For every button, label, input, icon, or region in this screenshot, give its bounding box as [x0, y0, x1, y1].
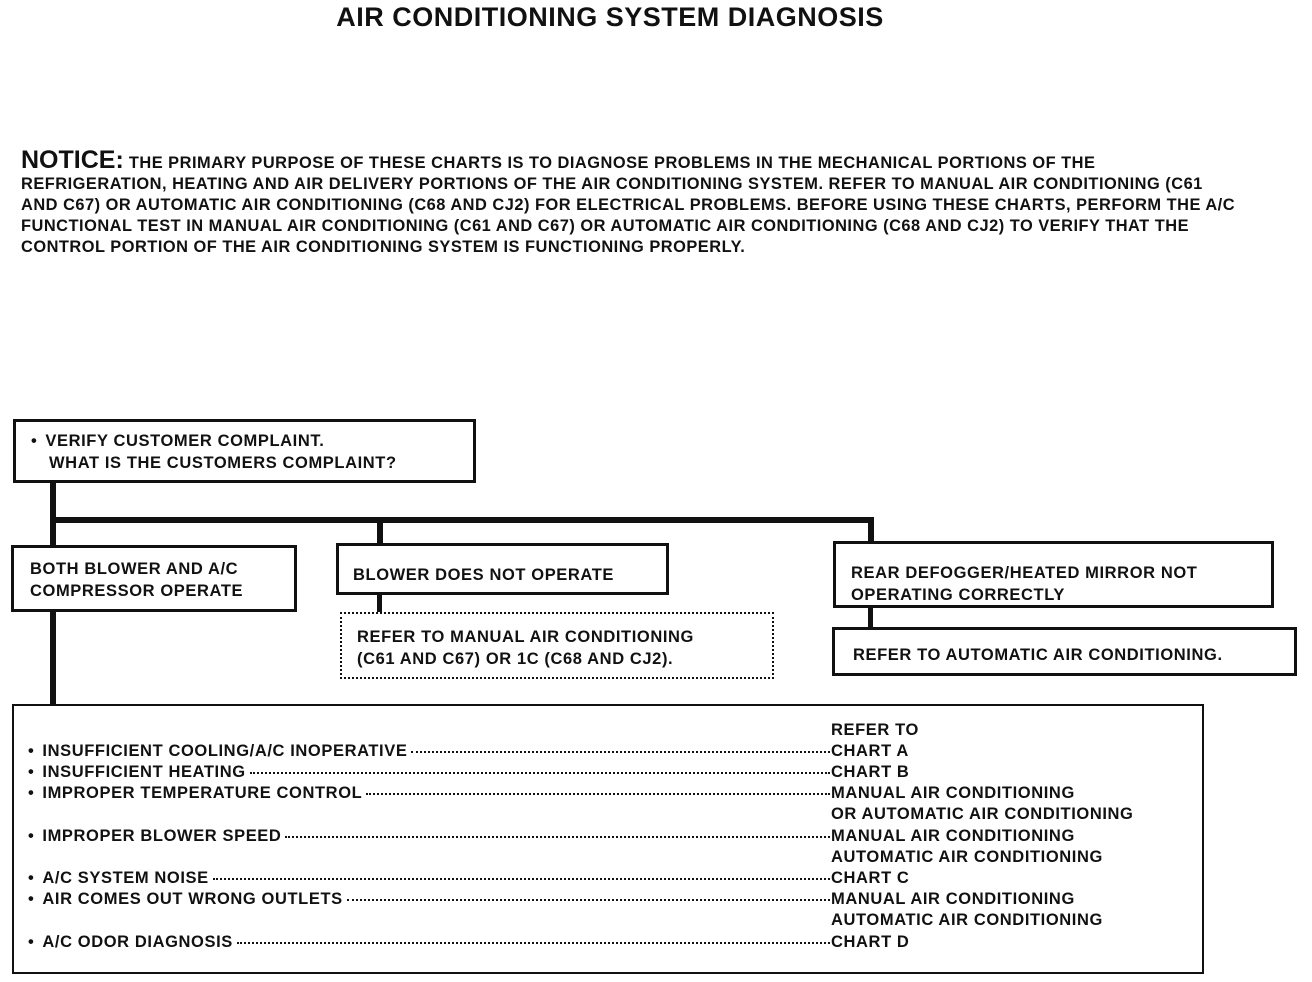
branch-both-operate-line1: BOTH BLOWER AND A/C [30, 560, 239, 578]
connector-drop-defogger [868, 517, 874, 543]
complaint-ref: MANUAL AIR CONDITIONING [831, 890, 1075, 908]
complaint-ref-continued: AUTOMATIC AIR CONDITIONING [831, 848, 1103, 866]
leader-dots [250, 772, 830, 774]
notice-text: THE PRIMARY PURPOSE OF THESE CHARTS IS TO DIAGNOSE PROBLEMS IN THE MECHANICAL PORTIONS OF THE REFRIGERATION, HEATING AND AIR DELIVERY PORTIONS OF THE AIR CONDITIONING SYSTEM. REFER TO MANUAL AIR CONDITIONING (C61 AND C67) OR AUTOMATIC AIR CONDITIONING (C68 AND CJ2) FOR ELECTRICAL PROBLEMS. BEFORE USING THESE CHARTS, PERFORM THE A/C FUNCTIONAL TEST IN MANUAL AIR CONDITIONING (C61 AND C67) OR AUTOMATIC AIR CONDITIONING (C68 AND CJ2) TO VERIFY THAT THE CONTROL PORTION OF THE AIR CONDITIONING SYSTEM IS FUNCTIONING PROPERLY. [21, 154, 1236, 256]
page-title: AIR CONDITIONING SYSTEM DIAGNOSIS [336, 2, 884, 32]
notice-paragraph [21, 146, 1241, 258]
leader-dots [213, 878, 830, 880]
list-item [28, 762, 832, 783]
complaint-ref: CHART B [831, 763, 910, 781]
complaint-ref: CHART C [831, 869, 910, 887]
start-complaint-line2: WHAT IS THE CUSTOMERS COMPLAINT? [49, 454, 397, 472]
complaint-ref: MANUAL AIR CONDITIONING [831, 784, 1075, 802]
complaint-ref-continued: AUTOMATIC AIR CONDITIONING [831, 911, 1103, 929]
leader-dots [347, 899, 830, 901]
leader-dots [411, 751, 830, 753]
refer-to-header: REFER TO [831, 721, 919, 739]
branch-both-operate-line2: COMPRESSOR OPERATE [30, 582, 244, 600]
complaint-label: • INSUFFICIENT HEATING [28, 762, 246, 783]
list-item [28, 868, 832, 889]
complaint-label: • IMPROPER BLOWER SPEED [28, 826, 281, 847]
branch-defogger-ref-line1: REFER TO AUTOMATIC AIR CONDITIONING. [853, 646, 1223, 664]
connector-blower-ref [377, 593, 382, 613]
branch-blower-ref-line2: (C61 AND C67) OR 1C (C68 AND CJ2). [357, 650, 674, 668]
branch-blower-ref-box [340, 612, 774, 679]
complaint-ref: CHART A [831, 742, 909, 760]
branch-blower-box [336, 543, 669, 595]
connector-defogger-ref [868, 606, 873, 628]
list-item [28, 932, 832, 953]
connector-horizontal-bus [50, 517, 874, 523]
list-item [28, 889, 832, 910]
connector-drop-blower [377, 517, 383, 545]
start-complaint-line1: • VERIFY CUSTOMER COMPLAINT. [31, 430, 324, 452]
complaint-ref-continued: OR AUTOMATIC AIR CONDITIONING [831, 805, 1134, 823]
list-item [28, 826, 832, 847]
complaint-ref: CHART D [831, 933, 910, 951]
complaint-list-box [12, 704, 1204, 974]
complaint-label: • A/C SYSTEM NOISE [28, 868, 209, 889]
complaint-label: • IMPROPER TEMPERATURE CONTROL [28, 783, 362, 804]
branch-defogger-ref-box [832, 627, 1297, 676]
branch-both-operate-box [11, 545, 297, 612]
leader-dots [366, 793, 830, 795]
start-complaint-box [13, 419, 476, 483]
complaint-label: • A/C ODOR DIAGNOSIS [28, 932, 233, 953]
complaint-label: • AIR COMES OUT WRONG OUTLETS [28, 889, 343, 910]
notice-heading: NOTICE: [21, 146, 124, 174]
complaint-label: • INSUFFICIENT COOLING/A/C INOPERATIVE [28, 741, 407, 762]
leader-dots [285, 836, 830, 838]
list-item [28, 741, 832, 762]
leader-dots [237, 942, 830, 944]
complaint-ref: MANUAL AIR CONDITIONING [831, 827, 1075, 845]
branch-blower-ref-line1: REFER TO MANUAL AIR CONDITIONING [357, 628, 694, 646]
branch-defogger-box [833, 541, 1274, 608]
branch-defogger-line1: REAR DEFOGGER/HEATED MIRROR NOT [851, 564, 1198, 582]
branch-blower-line1: BLOWER DOES NOT OPERATE [353, 566, 615, 584]
branch-defogger-line2: OPERATING CORRECTLY [851, 586, 1066, 604]
list-item [28, 783, 832, 804]
